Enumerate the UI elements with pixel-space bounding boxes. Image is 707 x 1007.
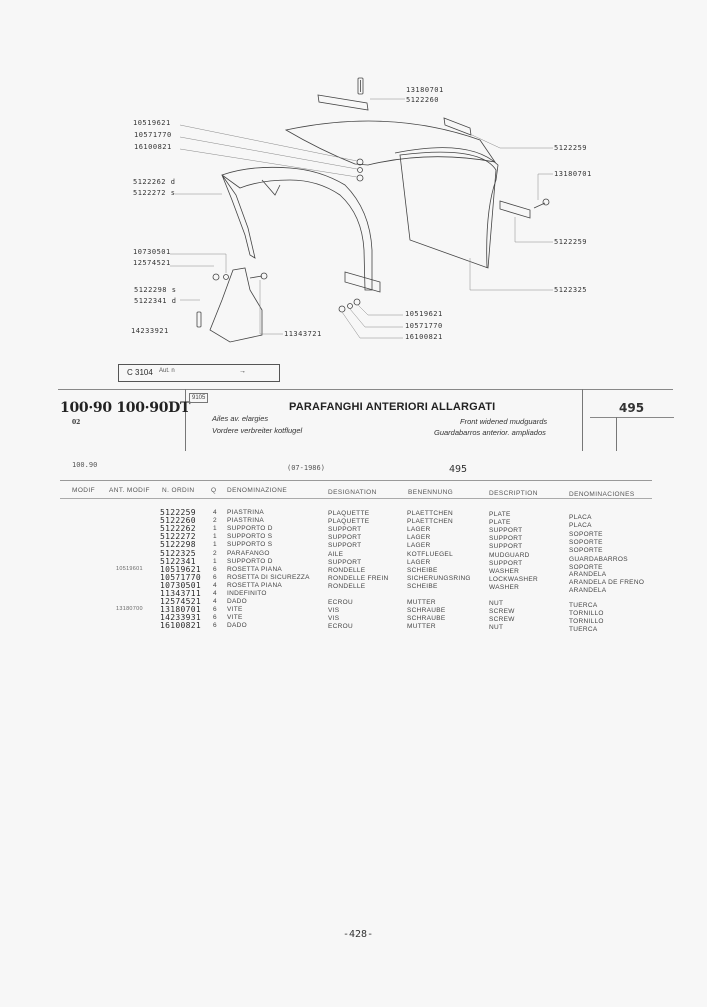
description-cell: PLATE (489, 511, 511, 518)
designation-cell: AILE (328, 550, 344, 558)
quantity-cell: 4 (213, 590, 217, 597)
callout-label: 10519621 (133, 119, 171, 127)
table-number: 495 (619, 401, 645, 415)
designation-cell: PLAQUETTE (328, 510, 370, 517)
denominaciones-cell: GUARDABARROS (569, 555, 628, 563)
denominazione-cell: ROSETTA PIANA (227, 581, 283, 589)
callout-label: 14233921 (131, 327, 169, 335)
quantity-cell: 6 (213, 614, 217, 622)
header-divider (582, 389, 583, 451)
meta-model: 100.90 (72, 461, 98, 469)
designation-cell: SUPPORT (328, 558, 362, 566)
quantity-cell: 1 (213, 525, 217, 533)
callout-label: 10571770 (405, 322, 443, 330)
quantity-cell: 6 (213, 606, 217, 614)
col-header-benennung: BENENNUNG (408, 489, 454, 496)
denominaciones-cell: PLACA (569, 522, 592, 530)
subtitle-en: Front widened mudguards (460, 417, 548, 426)
callout-label: 11343721 (284, 330, 322, 338)
col-header-denominazione: DENOMINAZIONE (227, 487, 288, 494)
denominazione-cell: PIASTRINA (227, 509, 265, 516)
denominaciones-cell: SOPORTE (569, 563, 603, 571)
quantity-cell: 1 (213, 557, 217, 565)
denominazione-cell: SUPPORTO S (227, 533, 273, 541)
denominaciones-cell: ARANDELA DE FRENO (569, 578, 645, 586)
table-header-top-rule (60, 480, 652, 481)
benennung-cell: MUTTER (407, 623, 436, 631)
part-number-cell: 11343711 (160, 589, 201, 598)
col-header-description: DESCRIPTION (489, 490, 538, 497)
callout-label: 5122325 (554, 286, 588, 294)
denominaciones-cell: SOPORTE (569, 531, 603, 539)
reference-note: Aut. n (159, 368, 175, 374)
quantity-cell: 4 (213, 581, 217, 589)
benennung-cell: LAGER (407, 558, 431, 566)
col-header-q: Q (211, 487, 217, 494)
designation-cell: RONDELLE FREIN (328, 574, 389, 582)
header-number-rule (590, 417, 674, 418)
col-header-ant-modif: ANT. MODIF (109, 487, 150, 494)
col-header-n-ordin: N. ORDIN (162, 487, 195, 494)
description-cell: SUPPORT (489, 535, 523, 543)
quantity-cell: 2 (213, 517, 217, 525)
callout-label: 13180701 (406, 86, 444, 94)
description-cell: LOCKWASHER (489, 575, 538, 583)
part-number-cell: 5122260 (160, 516, 196, 526)
benennung-cell: PLAETTCHEN (407, 510, 453, 517)
mudguard-top-part (286, 121, 495, 165)
benennung-cell: LAGER (407, 534, 431, 542)
part-number-cell: 10519621 (160, 564, 201, 574)
denominazione-cell: INDEFINITO (227, 590, 267, 597)
benennung-cell: SICHERUNGSRING (407, 574, 471, 582)
description-cell: MUDGUARD (489, 551, 530, 559)
part-number-cell: 5122272 (160, 532, 196, 542)
part-number-cell: 13180701 (160, 605, 201, 615)
callout-label: 5122259 (554, 238, 588, 246)
reference-box (118, 364, 280, 382)
description-cell: SUPPORT (489, 527, 523, 535)
callout-label: 5122262 d (133, 178, 176, 186)
denominazione-cell: DADO (227, 622, 247, 630)
callout-label: 5122259 (554, 144, 588, 152)
benennung-cell: SCHRAUBE (407, 615, 446, 623)
ant-modif-cell: 13180700 (116, 606, 143, 613)
header-top-rule (58, 389, 673, 390)
right-top-plate-part (444, 118, 471, 135)
reference-code: C 3104 (127, 368, 153, 377)
subtitle-de: Vordere verbreiter kotflugel (212, 426, 303, 435)
designation-cell: VIS (328, 607, 340, 615)
callout-label: 5122260 (406, 96, 440, 104)
designation-cell: PLAQUETTE (328, 518, 370, 526)
quantity-cell: 4 (213, 509, 217, 516)
ant-modif-cell: 10519601 (116, 565, 143, 572)
quantity-cell: 1 (213, 541, 217, 549)
part-number-cell: 5122298 (160, 540, 196, 550)
denominaciones-cell: TORNILLO (569, 618, 604, 626)
description-cell: SUPPORT (489, 559, 523, 567)
denominaciones-cell: SOPORTE (569, 539, 603, 547)
designation-cell: ECROU (328, 599, 353, 607)
part-number-cell: 5122262 (160, 524, 196, 534)
denominazione-cell: VITE (227, 614, 243, 622)
description-cell: SCREW (489, 608, 515, 616)
denominazione-cell: VITE (227, 606, 243, 614)
col-header-modif: MODIF (72, 487, 95, 494)
callout-label: 16100821 (405, 333, 443, 341)
quantity-cell: 6 (213, 622, 217, 630)
page-number: -428- (343, 929, 374, 940)
callout-label: 12574521 (133, 259, 171, 267)
subtitle-fr: Ailes av. elargies (212, 414, 269, 423)
callout-label: 16100821 (134, 143, 172, 151)
denominaciones-cell: ARANDELA (569, 586, 607, 594)
part-number-cell: 10571770 (160, 572, 201, 582)
designation-cell: SUPPORT (328, 542, 362, 550)
description-cell: SUPPORT (489, 543, 523, 551)
model-names: 100·90 100·90DT (60, 400, 191, 416)
designation-cell: VIS (328, 615, 340, 623)
designation-cell: RONDELLE (328, 566, 366, 574)
denominaciones-cell: ARANDELA (569, 570, 607, 578)
callout-label: 10571770 (134, 131, 172, 139)
designation-cell: SUPPORT (328, 526, 362, 534)
exploded-parts-diagram (0, 0, 707, 360)
part-number-cell: 5122259 (160, 508, 196, 517)
benennung-cell: LAGER (407, 526, 431, 534)
table-row (0, 621, 707, 634)
denominazione-cell: SUPPORTO S (227, 541, 273, 549)
description-cell: NUT (489, 624, 504, 632)
part-number-cell: 16100821 (160, 621, 201, 631)
table-row (0, 590, 707, 598)
callout-label: 5122298 s (134, 286, 177, 294)
top-screw-part (358, 78, 363, 94)
table-header-bottom-rule (60, 498, 652, 499)
page-title: PARAFANGHI ANTERIORI ALLARGATI (289, 401, 496, 413)
benennung-cell: PLAETTCHEN (407, 518, 453, 526)
right-lower-plate-part (500, 201, 530, 218)
quantity-cell: 4 (213, 598, 217, 606)
denominaciones-cell: TUERCA (569, 602, 598, 610)
col-header-designation: DESIGNATION (328, 489, 377, 496)
arrow-right-icon: → (239, 368, 246, 375)
callout-label: 10730501 (133, 248, 171, 256)
callout-label: 13180701 (554, 170, 592, 178)
col-header-denominaciones: DENOMINACIONES (569, 491, 635, 498)
denominazione-cell: SUPPORTO D (227, 525, 273, 533)
model-sub: 02 (72, 419, 81, 426)
benennung-cell: SCHEIBE (407, 582, 438, 590)
denominaciones-cell: PLACA (569, 514, 592, 521)
subtitle-es: Guardabarros anterior. ampliados (434, 428, 546, 437)
denominazione-cell: DADO (227, 598, 247, 606)
header-divider (616, 417, 617, 451)
denominazione-cell: PIASTRINA (227, 517, 265, 525)
quantity-cell: 6 (213, 565, 217, 573)
description-cell: NUT (489, 600, 504, 608)
denominaciones-cell: SOPORTE (569, 547, 603, 555)
group-code: 9105 (189, 393, 208, 403)
description-cell: SCREW (489, 616, 515, 624)
designation-cell: RONDELLE (328, 582, 366, 590)
part-number-cell: 5122341 (160, 556, 196, 566)
header-divider (185, 389, 186, 451)
denominazione-cell: ROSETTA DI SICUREZZA (227, 573, 310, 581)
description-cell: PLATE (489, 519, 511, 527)
benennung-cell: KOTFLUEGEL (407, 550, 453, 558)
quantity-cell: 2 (213, 549, 217, 557)
benennung-cell: SCHEIBE (407, 566, 438, 574)
part-number-cell: 14233931 (160, 613, 201, 623)
part-number-cell: 10730501 (160, 580, 201, 590)
top-plate-part (318, 95, 368, 110)
denominaciones-cell: TORNILLO (569, 610, 604, 618)
callout-label: 5122272 s (133, 189, 176, 197)
designation-cell: SUPPORT (328, 534, 362, 542)
denominazione-cell: PARAFANGO (227, 549, 270, 557)
denominaciones-cell: TUERCA (569, 626, 598, 634)
description-cell: WASHER (489, 583, 520, 591)
denominazione-cell: SUPPORTO D (227, 557, 273, 565)
denominazione-cell: ROSETTA PIANA (227, 565, 283, 573)
quantity-cell: 6 (213, 573, 217, 581)
callout-label: 5122341 d (134, 297, 177, 305)
description-cell: WASHER (489, 567, 520, 575)
part-number-cell: 12574521 (160, 597, 201, 607)
benennung-cell: LAGER (407, 542, 431, 550)
quantity-cell: 1 (213, 533, 217, 541)
benennung-cell: SCHRAUBE (407, 607, 446, 615)
benennung-cell: MUTTER (407, 599, 436, 607)
mudguard-panel-part (400, 152, 496, 268)
support-frame-part (222, 167, 372, 290)
designation-cell: ECROU (328, 623, 353, 631)
meta-date: (07-1986) (287, 464, 325, 472)
meta-table-number: 495 (449, 464, 468, 475)
part-number-cell: 5122325 (160, 548, 196, 558)
callout-label: 10519621 (405, 310, 443, 318)
